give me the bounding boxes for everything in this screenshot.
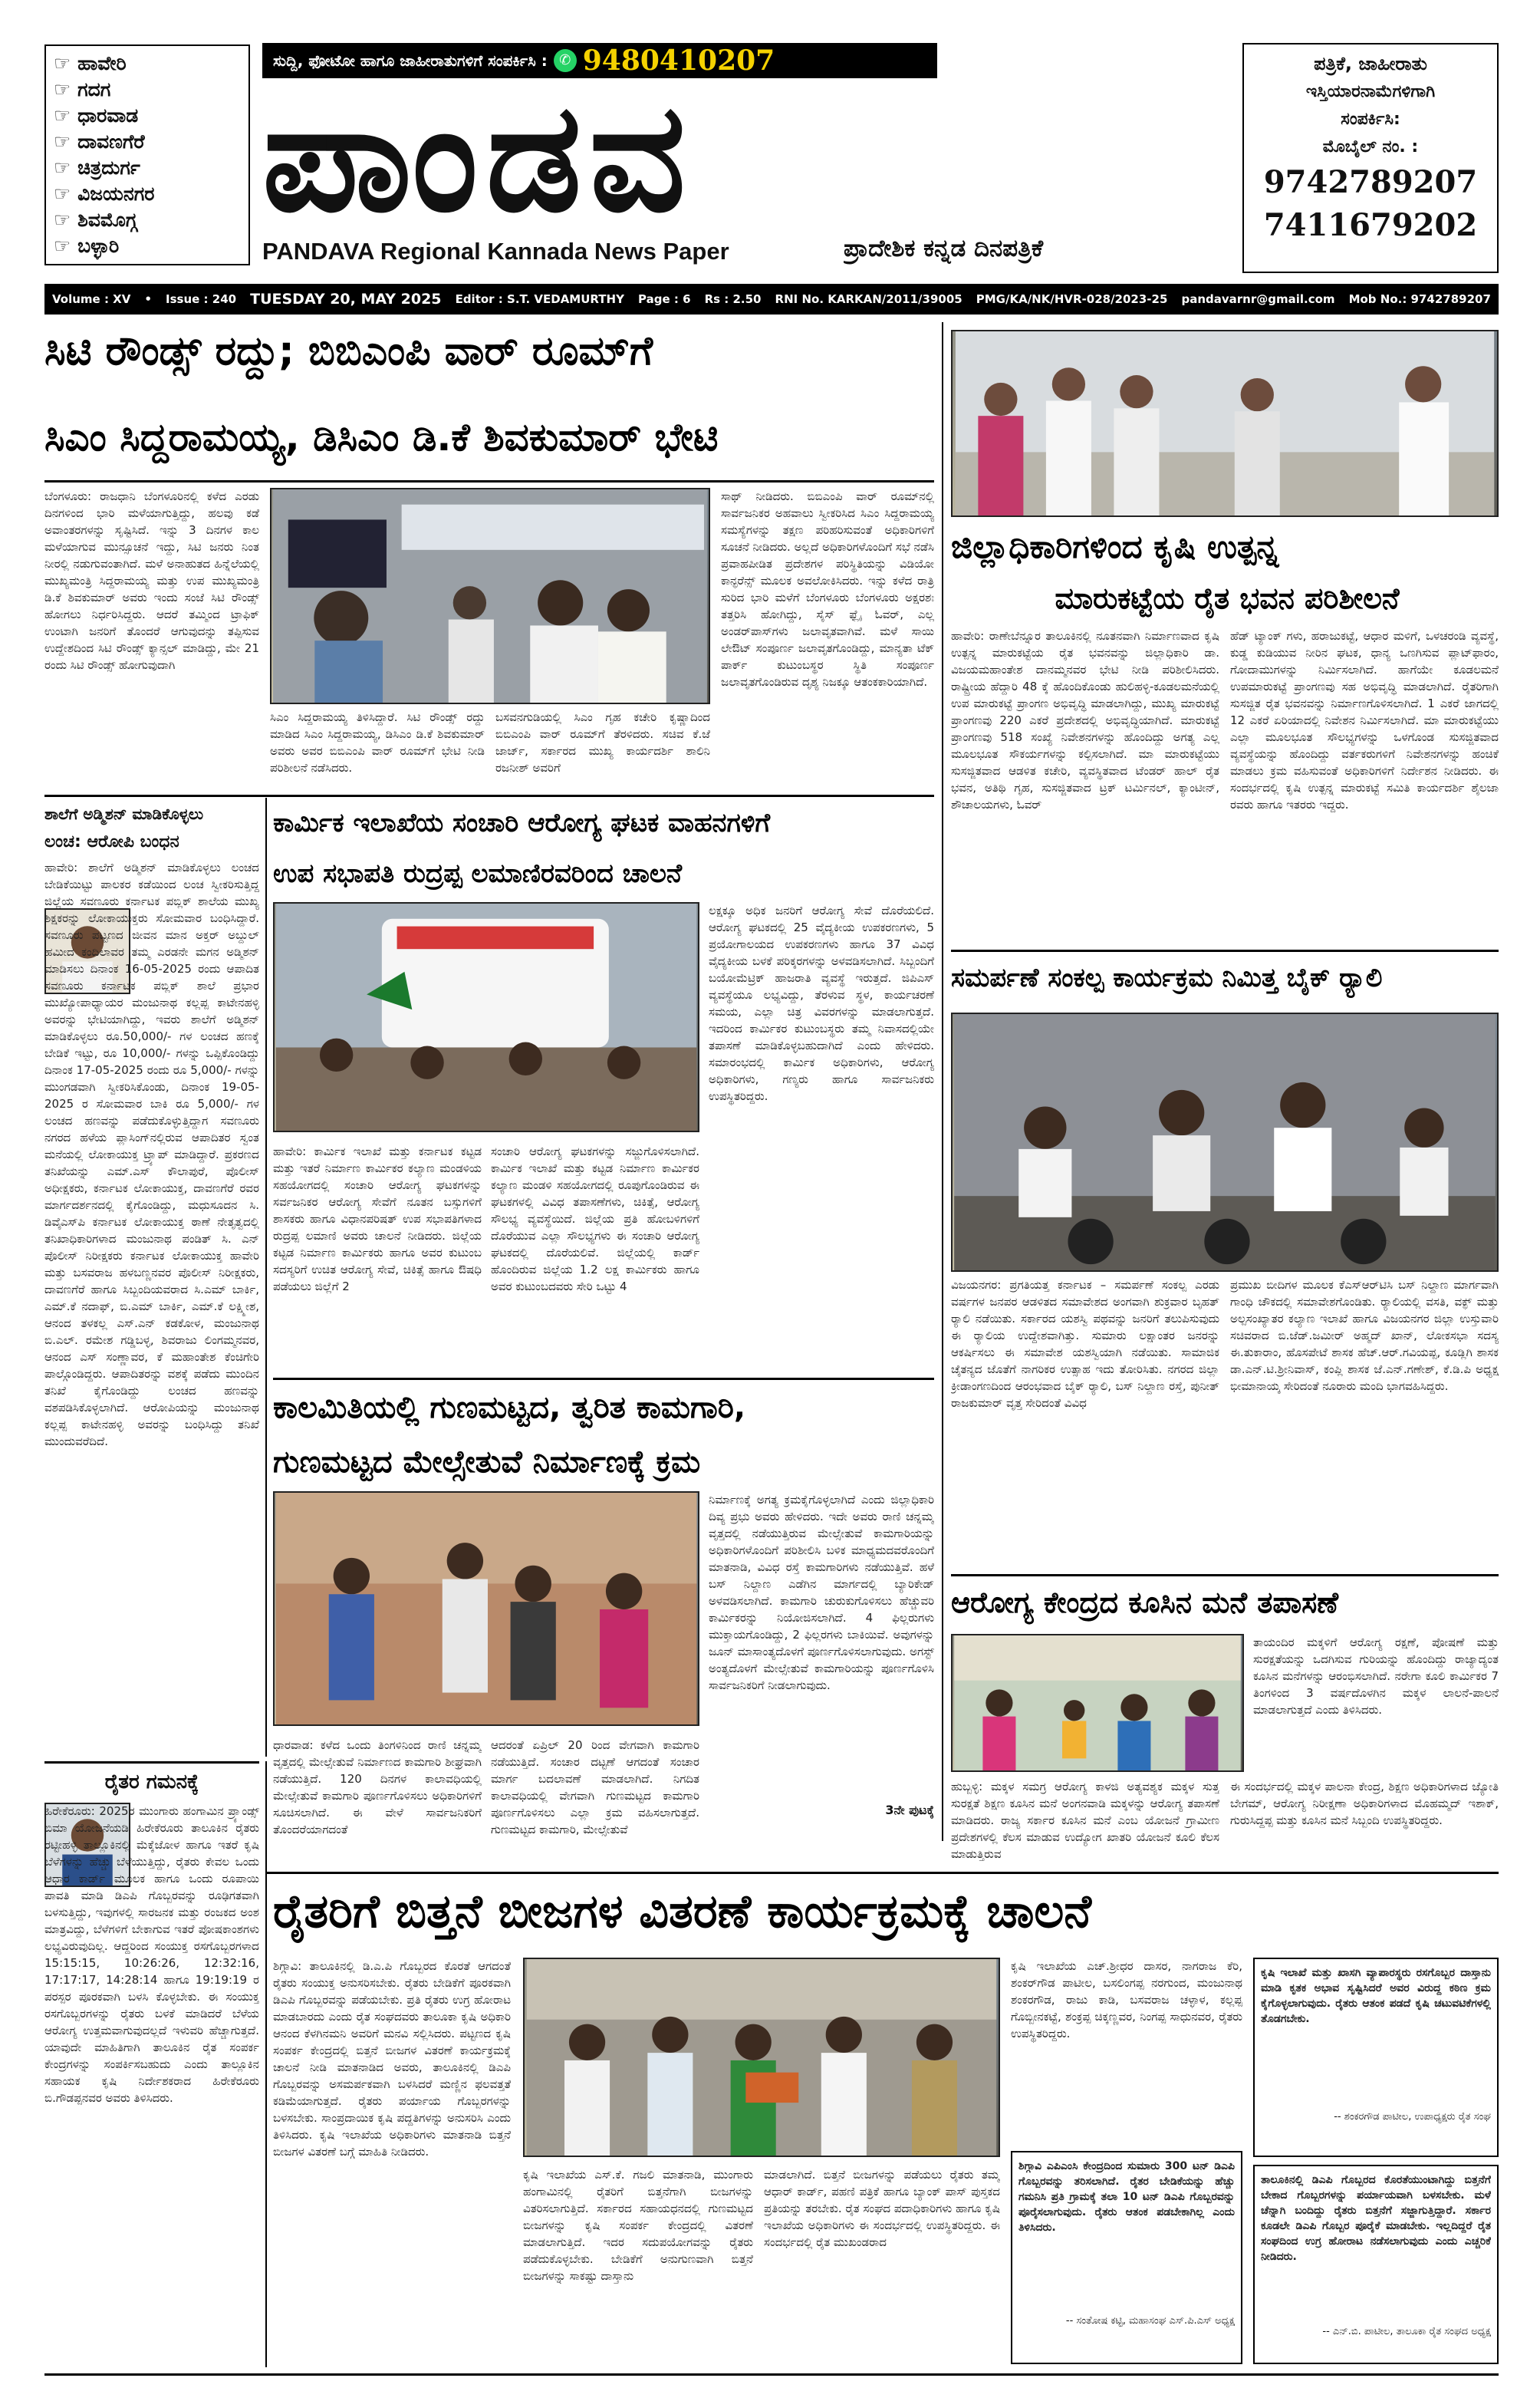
meeting-room-illustration — [271, 489, 709, 703]
ad-phone: 7411679202 — [1263, 207, 1478, 243]
building-inspection-illustration — [953, 331, 1497, 515]
info-bar: Volume : XV • Issue : 240 TUESDAY 20, MAY 2025 Editor : S.T. VEDAMURTHY Page : 6 Rs : 2.50 RNI No. KARKAN/2011/39005 PMG/KA/NK/HVR-028/2023-25 pandavarnr@gmail.com Mob No.: 9742789207 — [44, 284, 1499, 315]
district-item: ☞ ದಾವಣಗೆರೆ — [54, 130, 145, 153]
story5-headline: ಸಮರ್ಪಣೆ ಸಂಕಲ್ಪ ಕಾರ್ಯಕ್ರಮ ನಿಮಿತ್ತ ಬೈಕ್ ರ‍್ಯಾಲಿ — [951, 963, 1383, 993]
story3-body: ಹಾವೇರಿ: ಶಾಲೆಗೆ ಅಡ್ಮಿಶನ್ ಮಾಡಿಕೊಳ್ಳಲು ಲಂಚದ ಬೇಡಿಕೆಯಿಟ್ಟು ಪಾಲಕರ ಕಡೆಯಿಂದ ಲಂಚ ಸ್ವೀಕರಿಸುತ್ತಿದ್ದ ಜಿಲ್ಲೆಯ ಸವಣೂರು ಕರ್ನಾಟಕ ಪಬ್ಲಿಕ್ ಶಾಲೆಯ ಮುಖ್ಯ ಶಿಕ್ಷಕರನ್ನು ಲೋಕಾಯುಕ್ತರು ಸೋಮವಾರ ಬಂಧಿಸಿದ್ದಾರೆ. ಸವಣೂರು ಪಟ್ಟಣದ ಜೀವನ ಮಾನ ಅಕ್ತರ್ ಅಬ್ದುಲ್ ಹಮೀದ ಕಂದಿಲಾವರ ತಮ್ಮ ಎರಡನೇ ಮಗನ ಅಡ್ಮಿಶನ್ ಮಾಡಿಸಲು ದಿನಾಂಕ 16-05-2025 ರಂದು ಆಪಾದಿತ ಸವಣೂರು ಕರ್ನಾಟಕ ಪಬ್ಲಿಕ್ ಶಾಲೆ ಪ್ರಭಾರ ಮುಖ್ಯೋಪಾಧ್ಯಾಯರ ಮಂಜುನಾಥ ಕಲ್ಲಪ್ಪ ಕಾಟೇನಹಳ್ಳಿ ಅವರನ್ನು ಭೇಟಿಯಾಗಿದ್ದು, ಇವರು ಶಾಲೆಗೆ ಅಡ್ಮಿಶನ್ ಮಾಡಿಕೊಳ್ಳಲು ರೂ.50,000/- ಗಳ ಲಂಚದ ಹಣಕ್ಕೆ ಬೇಡಿಕೆ ಇಟ್ಟು, ರೂ 10,000/- ಗಳನ್ನು ಒಪ್ಪಿಕೊಂಡಿದ್ದು ದಿನಾಂಕ 17-05-2025 ರಂದು ರೂ 5,000/- ಗಳನ್ನು ಮುಂಗಡವಾಗಿ ಸ್ವೀಕರಿಸಿಕೊಂಡು, ದಿನಾಂಕ 19-05-2025 ರ ಸೋಮವಾರ ಬಾಕಿ ರೂ 5,000/- ಗಳ ಲಂಚದ ಹಣವನ್ನು ಪಡೆದುಕೊಳ್ಳುತ್ತಿದ್ದಾಗ ಸವಣೂರು ನಗರದ ಹಳೆಯ ಪ್ಲಾಸಿಂಗ್‌ನಲ್ಲಿರುವ ಆಪಾದಿತರ ಸ್ವಂತ ಮನೆಯಲ್ಲಿ ಲೋಕಾಯುಕ್ತ ಟ್ರ್ಯಾಪ್ ಮಾಡಿದ್ದಾರೆ. ಪ್ರಕರಣದ ತನಿಖೆಯನ್ನು ಎಮ್.ಎಸ್ ಕೌಲಾಪುರೆ, ಪೊಲೀಸ್ ಅಧೀಕ್ಷಕರು, ಕರ್ನಾಟಕ ಲೋಕಾಯುಕ್ತ, ದಾವಣಗೆರೆ ರವರ ಮಾರ್ಗದರ್ಶನದಲ್ಲಿ ಕೈಗೊಂಡಿದ್ದು, ಮಧುಸೂದನ ಸಿ. ಡಿವೈಎಸ್‌ಪಿ ಕರ್ನಾಟಕ ಲೋಕಾಯುಕ್ತ ಠಾಣೆ ನೇತೃತ್ವದಲ್ಲಿ ತನಿಖಾಧಿಕಾರಿಗಳಾದ ಮಂಜುನಾಥ ಪಂಡಿತ್ ಸಿ. ಎನ್ ಪೊಲೀಸ್ ನಿರೀಕ್ಷಕರು ಕರ್ನಾಟಕ ಲೋಕಾಯುಕ್ತ ಹಾವೇರಿ ಮತ್ತು ಬಸವರಾಜ ಹಳಬಣ್ಣನವರ ಪೊಲೀಸ್ ನಿರೀಕ್ಷಕರು, ದಾವಣಗೆರೆ ಹಾಗೂ ಸಿಬ್ಬಂದಿಯವರಾದ ಸಿ.ಎಮ್ ಬಾರ್ಕಿ, ಎಮ್.ಕೆ ನದಾಫ್, ಬಿ.ಎಮ್ ಬಾರ್ಕಿ, ಎಮ್.ಕೆ ಲಕ್ಷ್ಮೀಶ, ಆನಂದ ತಳಕಲ್ಲ ಎಸ್.ಎನ್ ಕಡಕೋಳ, ಮಂಜುನಾಥ ಬಿ.ಎಲ್. ರಮೇಶ ಗಡ್ಡಿಬಳ್ಳ, ಶಿವರಾಜು ಲಿಂಗಮ್ಮನವರ, ಆನಂದ ಎಸ್ ಸಂಣ್ಣಾವರ, ಕೆ ಮಹಾಂತೇಶ ಕೆಂಚಿಗೇರಿ ಪಾಲ್ಗೊಂಡಿದ್ದರು. ಆಪಾದಿತರನ್ನು ವಶಕ್ಕೆ ಪಡೆದು ಮುಂದಿನ ತನಿಖೆ ಕೈಗೊಂಡಿದ್ದು ಲಂಚದ ಹಣವನ್ನು ವಶಪಡಿಸಿಕೊಳ್ಳಲಾಗಿದೆ. ಆರೋಪಿಯನ್ನು ಮಂಜುನಾಥ ಕಲ್ಲಪ್ಪ ಕಾಟೇನಹಳ್ಳಿ ಅವರನ್ನು ಬಂಧಿಸಿದ್ದು ತನಿಖೆ ಮುಂದುವರೆದಿದೆ. — [44, 861, 259, 1448]
story9-photo — [523, 1958, 1000, 2157]
district-item: ☞ ಶಿವಮೊಗ್ಗ — [54, 209, 137, 231]
divider — [265, 1872, 1499, 1874]
story7-body-col1: ಹುಬ್ಬಳ್ಳಿ: ಮಕ್ಕಳ ಸಮಗ್ರ ಆರೋಗ್ಯ ಕಾಳಜಿ ಅತ್ಯವಶ್ಯಕ ಮಕ್ಕಳ ಸುತ್ತ ಸುರಕ್ಷತೆ ಶಿಕ್ಷಣ ಕೂಸಿನ ಮನೆ ಅಂಗನವಾಡಿ ಮಕ್ಕಳನ್ನು ಆರೋಗ್ಯ ತಪಾಸಣೆ ಮಾಡಿದರು. ರಾಜ್ಯ ಸರ್ಕಾರ ಕೂಸಿನ ಮನೆ ಎಂಬ ಯೋಜನೆ ಗ್ರಾಮೀಣ ಪ್ರದೇಶಗಳಲ್ಲಿ ಕೆಲಸ ಮಾಡುವ ಉದ್ಯೋಗ ಖಾತರಿ ಯೋಜನೆ ಕೂಲಿ ಕೆಲಸ ಮಾಡುತ್ತಿರುವ — [951, 1780, 1219, 1861]
ambulance-launch-illustration — [275, 904, 698, 1131]
story9-headline: ರೈತರಿಗೆ ಬಿತ್ತನೆ ಬೀಜಗಳ ವಿತರಣೆ ಕಾರ್ಯಕ್ರಮಕ್ಕೆ ಚಾಲನೆ — [273, 1885, 1092, 1938]
masthead-subtitle-kn: ಪ್ರಾದೇಶಿಕ ಕನ್ನಡ ದಿನಪತ್ರಿಕೆ — [844, 235, 1044, 262]
story4-headline-2: ಉಪ ಸಭಾಪತಿ ರುದ್ರಪ್ಪ ಲಮಾಣಿರವರಿಂದ ಚಾಲನೆ — [273, 858, 683, 889]
quote-box-1 — [1011, 2151, 1242, 2364]
masthead-title: ಪಾಂಡವ — [262, 74, 694, 242]
story9-body-col3: ಮಾಡಲಾಗಿದೆ. ಬಿತ್ತನೆ ಬೀಜಗಳನ್ನು ಪಡೆಯಲು ರೈತರು ತಮ್ಮ ಆಧಾರ್ ಕಾರ್ಡ್, ಪಹಣಿ ಪತ್ರಿಕೆ ಹಾಗೂ ಬ್ಯಾಂಕ್ ಪಾಸ್ ಪುಸ್ತಕದ ಪ್ರತಿಯನ್ನು ತರಬೇಕು. ರೈತ ಸಂಘದ ಪದಾಧಿಕಾರಿಗಳು ಹಾಗೂ ಕೃಷಿ ಇಲಾಖೆಯ ಅಧಿಕಾರಿಗಳು ಈ ಸಂದರ್ಭದಲ್ಲಿ ಉಪಸ್ಥಿತರಿದ್ದರು. ಈ ಸಂದರ್ಭದಲ್ಲಿ ರೈತ ಮುಖಂಡರಾದ — [764, 2168, 1000, 2249]
story9-body-col2: ಕೃಷಿ ಇಲಾಖೆಯ ಎಸ್.ಕೆ. ಗಜಲಿ ಮಾತನಾಡಿ, ಮುಂಗಾರು ಹಂಗಾಮಿನಲ್ಲಿ ರೈತರಿಗೆ ಬಿತ್ತನೆಗಾಗಿ ಬೀಜಗಳನ್ನು ವಿತರಿಸಲಾಗುತ್ತಿದೆ. ಸರ್ಕಾರದ ಸಹಾಯಧನದಲ್ಲಿ ಗುಣಮಟ್ಟದ ಬೀಜಗಳನ್ನು ಕೃಷಿ ಸಂಪರ್ಕ ಕೇಂದ್ರದಲ್ಲಿ ವಿತರಣೆ ಮಾಡಲಾಗುತ್ತಿದೆ. ಇದರ ಸದುಪಯೋಗವನ್ನು ರೈತರು ಪಡೆದುಕೊಳ್ಳಬೇಕು. ಬೇಡಿಕೆಗೆ ಅನುಗುಣವಾಗಿ ಬಿತ್ತನೆ ಬೀಜಗಳನ್ನು ಸಾಕಷ್ಟು ದಾಸ್ತಾನು — [523, 2168, 753, 2283]
divider — [44, 795, 934, 797]
district-list — [54, 51, 241, 259]
story7-photo — [951, 1634, 1244, 1772]
editor: Editor : S.T. VEDAMURTHY — [455, 292, 624, 306]
story1-body-col3: ಸಾಥ್ ನೀಡಿದರು. ಬಿಬಿಎಂಪಿ ವಾರ್ ರೂಮ್‌ನಲ್ಲಿ ಸಾರ್ವಜನಿಕರ ಅಹವಾಲು ಸ್ವೀಕರಿಸಿದ ಸಿಎಂ ಸಿದ್ದರಾಮಯ್ಯ ಸಮಸ್ಯೆಗಳನ್ನು ತಕ್ಷಣ ಪರಿಹರಿಸುವಂತೆ ಅಧಿಕಾರಿಗಳಿಗೆ ಸೂಚನೆ ನೀಡಿದರು. ಅಲ್ಲದೆ ಅಧಿಕಾರಿಗಳೊಂದಿಗೆ ಸಭೆ ನಡೆಸಿ ಪ್ರವಾಹಪೀಡಿತ ಪ್ರದೇಶಗಳ ಪರಿಸ್ಥಿತಿಯನ್ನು ವಿಡಿಯೋ ಕಾನ್ಫರೆನ್ಸ್ ಮೂಲಕ ಅವಲೋಕಿಸಿದರು. ಇನ್ನು ಕಳೆದ ರಾತ್ರಿ ಸುರಿದ ಭಾರಿ ಮಳೆಗೆ ಬೆಂಗಳೂರು ಬೆಂಗಳೂರು ಅಕ್ಷರಶಃ ತತ್ತರಿಸಿ ಹೋಗಿದ್ದು, ಸೈಸ್ ಫ್ಲೈ ಓವರ್, ಎಲ್ಲ ಅಂಡರ್‌ಪಾಸ್‌ಗಳು ಜಲಾವೃತವಾಗಿವೆ. ಮಳೆ ಸಾಯಿ ಲೇಔಟ್ ಸಂಪೂರ್ಣ ಜಲಾವೃತಗೊಂಡಿದ್ದು, ಮಾನ್ಯತಾ ಟೆಕ್ ಪಾರ್ಕ್ ಕುಟುಂಬಸ್ಥರ ಸ್ಥಿತಿ ಸಂಪೂರ್ಣ ಜಲಾವೃತಗೊಂಡಿರುವ ದೃಶ್ಯ ನಿಜಕ್ಕೂ ಆತಂಕಕಾರಿಯಾಗಿದೆ. — [721, 489, 934, 689]
quote-text: ಶಿಗ್ಗಾವಿ ಎಪಿಎಂಸಿ ಕೇಂದ್ರದಿಂದ ಸುಮಾರು 300 ಟನ್ ಡಿಎಪಿ ಗೊಬ್ಬರವನ್ನು ತರಿಸಲಾಗಿದೆ. ರೈತರ ಬೇಡಿಕೆಯನ್ನು ಹೆಚ್ಚು ಗಮನಿಸಿ ಪ್ರತಿ ಗ್ರಾಮಕ್ಕೆ ತಲಾ 10 ಟನ್ ಡಿಎಪಿ ಗೊಬ್ಬರವನ್ನು ಪೂರೈಸಲಾಗುವುದು. ರೈತರು ಆತಂಕ ಪಡಬೇಕಾಗಿಲ್ಲ ಎಂದು ತಿಳಿಸಿದರು. — [1018, 2160, 1235, 2234]
story9-body-col4: ಕೃಷಿ ಇಲಾಖೆಯ ಎಚ್.ಶ್ರೀಧರ ದಾಸರ, ನಾಗರಾಜ ಕೆರಿ, ಶಂಕರ್‌ಗೌಡ ಪಾಟೀಲ, ಬಸಲಿಂಗಪ್ಪ ನರಗುಂದ, ಮಂಜುನಾಥ ಶಂಕರಗೌಡ, ರಾಜು ಕಾಡಿ, ಬಸವರಾಜ ಚಳ್ಳಾಳ, ಕಲ್ಲಪ್ಪ ಗೊಬ್ಬೀನಕಟ್ಟೆ, ಶಂಕ್ರಪ್ಪ ಚಿಕ್ಕಣ್ಣವರ, ನಿಂಗಪ್ಪ ಸಾಧುನವರ, ರೈತರು ಉಪಸ್ಥಿತರಿದ್ದರು. — [1011, 1959, 1242, 2040]
story1-photo — [270, 488, 710, 704]
divider — [951, 950, 1499, 952]
divider — [44, 480, 934, 483]
story4-headline-1: ಕಾರ್ಮಿಕ ಇಲಾಖೆಯ ಸಂಚಾರಿ ಆರೋಗ್ಯ ಘಟಕ ವಾಹನಗಳಿಗೆ — [273, 808, 771, 838]
story7-headline: ಆರೋಗ್ಯ ಕೇಂದ್ರದ ಕೂಸಿನ ಮನೆ ತಪಾಸಣೆ — [951, 1586, 1338, 1619]
story1-caption-2: ಬಸವನಗುಡಿಯಲ್ಲಿ ಸಿಎಂ ಗೃಹ ಕಚೇರಿ ಕೃಷ್ಣಾದಿಂದ ಬಿಬಿಎಂಪಿ ವಾರ್ ರೂಮ್‌ಗೆ ತೆರಳಿದರು. ಸಚಿವ ಕೆ.ಜೆ ಜಾರ್ಜ್, ಸರ್ಕಾರದ ಮುಖ್ಯ ಕಾರ್ಯದರ್ಶಿ ಶಾಲಿನಿ ರಜನೀಶ್ ಅವರಿಗೆ — [495, 710, 710, 775]
vertical-divider — [265, 1761, 267, 2367]
vertical-divider — [942, 322, 943, 1841]
story3-headline-2: ಲಂಚ: ಆರೋಪಿ ಬಂಧನ — [44, 832, 179, 851]
story5-body-col2: ಪ್ರಮುಖ ಬೀದಿಗಳ ಮೂಲಕ ಕೆಎಸ್‌ಆರ್‌ಟಿಸಿ ಬಸ್ ನಿಲ್ದಾಣ ಮಾರ್ಗವಾಗಿ ಗಾಂಧಿ ಚೌಕದಲ್ಲಿ ಸಮಾವೇಶಗೊಂಡಿತು. ರ‍್ಯಾಲಿಯಲ್ಲಿ ವಸತಿ, ವಕ್ಫ್ ಮತ್ತು ಅಲ್ಪಸಂಖ್ಯಾತರ ಕಲ್ಯಾಣ ಇಲಾಖೆ ಹಾಗೂ ವಿಜಯನಗರ ಜಿಲ್ಲಾ ಉಸ್ತುವಾರಿ ಸಚಿವರಾದ ಬಿ.ಜೆಡ್.ಜಮೀರ್ ಅಹ್ಮದ್ ಖಾನ್, ಲೋಕಸಭಾ ಸದಸ್ಯ ಈ.ತುಕಾರಾಂ, ಹೊಸಪೇಟೆ ಶಾಸಕ ಹೆಚ್.ಆರ್.ಗವಿಯಪ್ಪ, ಕೂಡ್ಲಿಗಿ ಶಾಸಕ ಡಾ.ಎನ್.ಟಿ.ಶ್ರೀನಿವಾಸ್, ಕಂಪ್ಲಿ ಶಾಸಕ ಜೆ.ಎನ್.ಗಣೇಶ್, ಕೆ.ಡಿ.ಪಿ ಅಧ್ಯಕ್ಷ ಭೀಮಾನಾಯ್ಕ ಸೇರಿದಂತೆ ನೂರಾರು ಮಂದಿ ಭಾಗವಹಿಸಿದ್ದರು. — [1230, 1278, 1499, 1393]
whatsapp-number: 9480410207 — [582, 44, 775, 77]
district-item: ☞ ಧಾರವಾಡ — [54, 104, 139, 127]
email: pandavarnr@gmail.com — [1181, 292, 1335, 306]
vertical-divider — [265, 798, 267, 1757]
divider — [951, 1574, 1499, 1576]
story5-photo — [951, 1013, 1499, 1272]
volume: Volume : XV — [52, 292, 131, 306]
district-item: ☞ ವಿಜಯನಗರ — [54, 183, 155, 205]
ad-contact-box — [1242, 43, 1499, 273]
mobile: Mob No.: 9742789207 — [1348, 292, 1491, 306]
pointing-hand-icon: ☞ — [54, 130, 78, 153]
quote-box-2 — [1253, 1958, 1499, 2157]
story6-headline-2: ಗುಣಮಟ್ಟದ ಮೇಲ್ಸೇತುವೆ ನಿರ್ಮಾಣಕ್ಕೆ ಕ್ರಮ — [273, 1444, 701, 1480]
health-check-illustration — [953, 1635, 1242, 1770]
district-item: ☞ ಚಿತ್ರದುರ್ಗ — [54, 156, 140, 179]
contact-line: ಸುದ್ದಿ, ಫೋಟೋ ಹಾಗೂ ಜಾಹೀರಾತುಗಳಿಗೆ ಸಂಪರ್ಕಿಸಿ : — [273, 51, 548, 70]
page-count: Page : 6 — [638, 292, 691, 306]
story4-photo — [273, 902, 699, 1132]
story9-body-col1: ಶಿಗ್ಗಾವಿ: ತಾಲೂಕಿನಲ್ಲಿ ಡಿ.ಎ.ಪಿ ಗೊಬ್ಬರದ ಕೊರತೆ ಆಗದಂತೆ ರೈತರು ಸಂಯುಕ್ತ ಅನುಸರಿಸಬೇಕು. ರೈತರು ಬೇಡಿಕೆಗೆ ಪೂರಕವಾಗಿ ಡಿಎಪಿ ಗೊಬ್ಬರವನ್ನು ಪಡೆಯಬೇಕು. ಪ್ರತಿ ರೈತರು ಉಗ್ರ ಹೋರಾಟ ಮಾಡಬಾರದು ಎಂದು ರೈತ ಸಂಘದವರು ತಾಲೂಕಾ ಕೃಷಿ ಅಧಿಕಾರಿ ಆನಂದ ಕೆಳಗಿನಮನಿ ಅವರಿಗೆ ಮನವಿ ಸಲ್ಲಿಸಿದರು. ಪಟ್ಟಣದ ಕೃಷಿ ಸಂಪರ್ಕ ಕೇಂದ್ರದಲ್ಲಿ ಬಿತ್ತನೆ ಬೀಜಗಳ ವಿತರಣೆ ಕಾರ್ಯಕ್ರಮಕ್ಕೆ ಚಾಲನೆ ನೀಡಿ ಮಾತನಾಡಿದ ಅವರು, ತಾಲೂಕಿನಲ್ಲಿ ಡಿಎಪಿ ಗೊಬ್ಬರವನ್ನು ಅಸಮರ್ಪಕವಾಗಿ ಬಳಸಿದರೆ ಮಣ್ಣಿನ ಫಲವತ್ತತೆ ಕಡಿಮೆಯಾಗುತ್ತದೆ. ರೈತರು ಪರ್ಯಾಯ ಗೊಬ್ಬರಗಳನ್ನು ಬಳಸಬೇಕು. ಸಾಂಪ್ರದಾಯಿಕ ಕೃಷಿ ಪದ್ದತಿಗಳನ್ನು ಅನುಸರಿಸಿ ಎಂದು ತಿಳಿಸಿದರು. ಕೃಷಿ ಇಲಾಖೆಯ ಅಧಿಕಾರಿಗಳು ಮಾತನಾಡಿ ಬಿತ್ತನೆ ಬೀಜಗಳ ವಿತರಣೆ ಬಗ್ಗೆ ಮಾಹಿತಿ ನೀಡಿದರು. — [273, 1959, 511, 2159]
price: Rs : 2.50 — [704, 292, 762, 306]
pointing-hand-icon: ☞ — [54, 183, 78, 205]
story3-headline-1: ಶಾಲೆಗೆ ಅಡ್ಮಿಶನ್ ಮಾಡಿಕೊಳ್ಳಲು — [44, 805, 204, 823]
issue: Issue : 240 — [166, 292, 237, 306]
story7-body-side: ತಾಯಂದಿರ ಮಕ್ಕಳಿಗೆ ಆರೋಗ್ಯ ರಕ್ಷಣೆ, ಪೋಷಣೆ ಮತ್ತು ಸುರಕ್ಷತೆಯನ್ನು ಒದಗಿಸುವ ಗುರಿಯನ್ನು ಹೊಂದಿದ್ದು ರಾಜ್ಯಾದ್ಯಂತ ಕೂಸಿನ ಮನೆಗಳನ್ನು ಆರಂಭಿಸಲಾಗಿದೆ. ನರೇಗಾ ಕೂಲಿ ಕಾರ್ಮಿಕರ 7 ತಿಂಗಳಿಂದ 3 ವರ್ಷದೊಳಗಿನ ಮಕ್ಕಳ ಲಾಲನೆ-ಪಾಲನೆ ಮಾಡಲಾಗುತ್ತದೆ ಎಂದು ತಿಳಿಸಿದರು. — [1253, 1635, 1499, 1717]
story5-body-col1: ವಿಜಯನಗರ: ಪ್ರಗತಿಯತ್ತ ಕರ್ನಾಟಕ – ಸಮರ್ಪಣೆ ಸಂಕಲ್ಪ ಎರಡು ವರ್ಷಗಳ ಜನಪರ ಆಡಳಿತದ ಸಮಾವೇಶದ ಅಂಗವಾಗಿ ಶುಕ್ರವಾರ ಬೃಹತ್ ರ‍್ಯಾಲಿ ನಡೆಯಿತು. ಸರ್ಕಾರದ ಯಶಸ್ವಿ ಪಥವನ್ನು ಜನರಿಗೆ ತಲುಪಿಸುವುದು ಈ ರ‍್ಯಾಲಿಯ ಉದ್ದೇಶವಾಗಿತ್ತು. ಸುಮಾರು ಲಕ್ಷಾಂತರ ಜನರನ್ನು ಆಕರ್ಷಿಸಲು ಈ ಸಮಾವೇಶ ಯಶಸ್ವಿಯಾಗಿ ನಡೆಯಿತು. ಸಾಮಾಜಿಕ ಚೈತನ್ಯದ ಜೊತೆಗೆ ನಾಗರಿಕರ ಉತ್ಸಾಹ ಇದು ತೋರಿಸಿತು. ನಗರದ ಜಿಲ್ಲಾ ಕ್ರೀಡಾಂಗಣದಿಂದ ಆರಂಭವಾದ ಬೈಕ್ ರ‍್ಯಾಲಿ, ಬಸ್ ನಿಲ್ದಾಣ ರಸ್ತೆ, ಪುನೀತ್ ರಾಜಕುಮಾರ್ ವೃತ್ತ ಸೇರಿದಂತೆ ವಿವಿಧ — [951, 1278, 1219, 1410]
pointing-hand-icon: ☞ — [54, 52, 78, 74]
pointing-hand-icon: ☞ — [54, 235, 78, 257]
story2-headline-1: ಜಿಲ್ಲಾಧಿಕಾರಿಗಳಿಂದ ಕೃಷಿ ಉತ್ಪನ್ನ — [951, 528, 1279, 565]
ad-line: ಮೊಬೈಲ್ ನಂ. : — [1322, 137, 1419, 156]
pointing-hand-icon: ☞ — [54, 78, 78, 100]
pointing-hand-icon: ☞ — [54, 209, 78, 231]
quote-signature: -- ಶಂಕರಗೌಡ ಪಾಟೀಲ, ಉಪಾಧ್ಯಕ್ಷರು ರೈತ ಸಂಘ — [1334, 2111, 1491, 2123]
story1-body-col1: ಬೆಂಗಳೂರು: ರಾಜಧಾನಿ ಬೆಂಗಳೂರಿನಲ್ಲಿ ಕಳೆದ ಎರಡು ದಿನಗಳಿಂದ ಭಾರಿ ಮಳೆಯಾಗುತ್ತಿದ್ದು, ಹಲವು ಕಡೆ ಅವಾಂತರಗಳನ್ನು ಸೃಷ್ಟಿಸಿದೆ. ಇನ್ನು 3 ದಿನಗಳ ಕಾಲ ಮಳೆಯಾಗುವ ಮುನ್ಸೂಚನೆ ಇದ್ದು, ಸಿಟಿ ಜನರು ನಿಂತ ನೀರಲ್ಲಿ ನಡುಗುವಂತಾಗಿದೆ. ಮಳೆ ಅನಾಹುತದ ಹಿನ್ನೆಲೆಯಲ್ಲಿ ಮುಖ್ಯಮಂತ್ರಿ ಸಿದ್ದರಾಮಯ್ಯ ಮತ್ತು ಉಪ ಮುಖ್ಯಮಂತ್ರಿ ಡಿ.ಕೆ ಶಿವಕುಮಾರ್ ಅವರು ಇಂದು ಸಂಜೆ ಸಿಟಿ ರೌಂಡ್ಸ್ ಹೋಗಲು ನಿರ್ಧರಿಸಿದ್ದರು. ಆದರೆ ತಮ್ಮಿಂದ ಟ್ರಾಫಿಕ್ ಉಂಟಾಗಿ ಜನರಿಗೆ ತೊಂದರೆ ಆಗುವುದನ್ನು ತಪ್ಪಿಸುವ ಉದ್ದೇಶದಿಂದ ಸಿಟಿ ರೌಂಡ್ಸ್ ಕ್ಯಾನ್ಸಲ್ ಮಾಡಿದ್ದು, ಮೇ 21 ರಂದು ಸಿಟಿ ರೌಂಡ್ಸ್ ಹೋಗುವುದಾಗಿ — [44, 489, 259, 672]
divider — [44, 1761, 259, 1764]
story6-body-col1: ಧಾರವಾಡ: ಕಳೆದ ಒಂದು ತಿಂಗಳಿನಿಂದ ರಾಣಿ ಚನ್ನಮ್ಮ ವೃತ್ತದಲ್ಲಿ ಮೇಲ್ಸೇತುವೆ ನಿರ್ಮಾಣದ ಕಾಮಗಾರಿ ಶೀಘ್ರವಾಗಿ ನಡೆಯುತ್ತಿದೆ. 120 ದಿನಗಳ ಕಾಲಾವಧಿಯಲ್ಲಿ ಮೇಲ್ಸೇತುವೆ ಕಾಮಗಾರಿ ಪೂರ್ಣಗೊಳಿಸಲು ಅಧಿಕಾರಿಗಳಿಗೆ ಸೂಚಿಸಲಾಗಿದೆ. ಈ ವೇಳೆ ಸಾರ್ವಜನಿಕರಿಗೆ ತೊಂದರೆಯಾಗದಂತೆ — [273, 1738, 482, 1836]
district-list-box — [44, 44, 250, 265]
quote-box-3 — [1253, 2165, 1499, 2364]
story8-headline: ರೈತರ ಗಮನಕ್ಕೆ — [104, 1770, 199, 1793]
masthead-subtitle-en: PANDAVA Regional Kannada News Paper — [262, 238, 729, 265]
ad-line: ಪತ್ರಿಕೆ, ಜಾಹೀರಾತು — [1314, 53, 1427, 74]
quote-signature: -- ಎನ್.ಬಿ. ಪಾಟೀಲ, ತಾಲೂಕಾ ರೈತ ಸಂಘದ ಅಧ್ಯಕ್ಷ — [1322, 2326, 1491, 2337]
story1-caption: ಸಿಎಂ ಸಿದ್ದರಾಮಯ್ಯ ತಿಳಿಸಿದ್ದಾರೆ. ಸಿಟಿ ರೌಂಡ್ಸ್ ರದ್ದು ಮಾಡಿದ ಸಿಎಂ ಸಿದ್ದರಾಮಯ್ಯ, ಡಿಸಿಎಂ ಡಿ.ಕೆ ಶಿವಕುಮಾರ್ ಅವರು ಅವರ ಬಿಬಿಎಂಪಿ ವಾರ್ ರೂಮ್‌ಗೆ ಭೇಟಿ ನೀಡಿ ಪರಿಶೀಲನೆ ನಡೆಸಿದರು. — [270, 710, 485, 775]
story2-photo — [951, 330, 1499, 517]
pmg-number: PMG/KA/NK/HVR-028/2023-25 — [976, 292, 1168, 306]
story2-body-col2: ಹೆಡ್ ಟ್ಯಾಂಕ್ ಗಳು, ಹರಾಜುಕಟ್ಟೆ, ಆಧಾರ ಮಳಿಗೆ, ಒಳಚರಂಡಿ ವ್ಯವಸ್ಥೆ, ಕುಡ್ಡ ಕುಡಿಯುವ ನೀರಿನ ಘಟಕ, ಧಾನ್ಯ ಒಣಗಿಸುವ ಪ್ಲಾಟ್‌ಫಾರಂ, ಗೋದಾಮುಗಳನ್ನು ನಿರ್ಮಿಸಲಾಗಿದೆ. ಹಾಗೆಯೇ ಕೂಡಲಮನೆ ಉಪಮಾರುಕಟ್ಟೆ ಪ್ರಾಂಗಣವು ಸಹ ಅಭಿವೃದ್ಧಿ ಮಾಡಲಾಗಿದೆ. ರೈತರಿಗಾಗಿ ಸುಸಜ್ಜಿತ ರೈತ ಭವನವನ್ನು ನಿರ್ಮಾಣಗೊಳಿಸಲಾಗಿದೆ. 1 ಎಕರೆ ಜಾಗದಲ್ಲಿ 12 ಎಕರೆ ಏರಿಯಾದಲ್ಲಿ ನಿವೇಶನ ನಿರ್ಮಿಸಲಾಗಿದೆ. ಮಾ ಮಾರುಕಟ್ಟೆಯು ಎಲ್ಲಾ ಮೂಲಭೂತ ಸೌಲಭ್ಯಗಳನ್ನು ಒಳಗೊಂಡ ಸುಸಜ್ಜಿತವಾದ ವ್ಯವಸ್ಥೆಯನ್ನು ಹೊಂದಿದ್ದು ವರ್ತಕರುಗಳಿಗೆ ನಿವೇಶನಗಳನ್ನು ಹಂಚಿಕೆ ಮಾಡಲು ಕ್ರಮ ವಹಿಸುವಂತೆ ಅಧಿಕಾರಿಗಳಿಗೆ ನಿರ್ದೇಶನ ನೀಡಿದರು. ಈ ಸಂದರ್ಭದಲ್ಲಿ ಕೃಷಿ ಉತ್ಪನ್ನ ಮಾರುಕಟ್ಟೆ ಸಮಿತಿ ಕಾರ್ಯದರ್ಶಿ ಶೈಲಜಾ ರವರು ಹಾಗೂ ಇತರರು ಇದ್ದರು. — [1230, 629, 1499, 812]
story4-body-col1: ಹಾವೇರಿ: ಕಾರ್ಮಿಕ ಇಲಾಖೆ ಮತ್ತು ಕರ್ನಾಟಕ ಕಟ್ಟಡ ಮತ್ತು ಇತರೆ ನಿರ್ಮಾಣ ಕಾರ್ಮಿಕರ ಕಲ್ಯಾಣ ಮಂಡಳಿಯ ಸಹಯೋಗದಲ್ಲಿ ಸಂಚಾರಿ ಆರೋಗ್ಯ ಘಟಕಗಳನ್ನು ಸರ್ವಜನಿಕರ ಆರೋಗ್ಯ ಸೇವೆಗೆ ನೂತನ ಬಸ್ಸುಗಳಿಗೆ ಶಾಸಕರು ಹಾಗೂ ವಿಧಾನಪರಿಷತ್ ಉಪ ಸಭಾಪತಿಗಳಾದ ರುದ್ರಪ್ಪ ಲಮಾಣಿ ಅವರು ಚಾಲನೆ ನೀಡಿದರು. ಜಿಲ್ಲೆಯ ಕಟ್ಟಡ ನಿರ್ಮಾಣ ಕಾರ್ಮಿಕರು ಹಾಗೂ ಅವರ ಕುಟುಂಬ ಸದಸ್ಯರಿಗೆ ಉಚಿತ ಆರೋಗ್ಯ ಸೇವೆ, ಚಿಕಿತ್ಸೆ ಹಾಗೂ ಔಷಧಿ ಪಡೆಯಲು ಜಿಲ್ಲೆಗೆ 2 — [273, 1145, 482, 1293]
story6-photo — [273, 1491, 699, 1726]
quote-text: ತಾಲೂಕಿನಲ್ಲಿ ಡಿಎಪಿ ಗೊಬ್ಬರದ ಕೊರತೆಯುಂಟಾಗಿದ್ದು ಬಿತ್ತನೆಗೆ ಬೇಕಾದ ಗೊಬ್ಬರಗಳನ್ನು ಪರ್ಯಾಯವಾಗಿ ಬಳಸಬೇಕು. ಮಳೆ ಚೆನ್ನಾಗಿ ಬಂದಿದ್ದು ರೈತರು ಬಿತ್ತನೆಗೆ ಸಜ್ಜಾಗುತ್ತಿದ್ದಾರೆ. ಸರ್ಕಾರ ಕೂಡಲೇ ಡಿಎಪಿ ಗೊಬ್ಬರ ಪೂರೈಕೆ ಮಾಡಬೇಕು. ಇಲ್ಲದಿದ್ದರೆ ರೈತ ಸಂಘದಿಂದ ಉಗ್ರ ಹೋರಾಟ ನಡೆಸಲಾಗುವುದು ಎಂದು ಎಚ್ಚರಿಕೆ ನೀಡಿದರು. — [1261, 2174, 1491, 2263]
ad-phone: 9742789207 — [1263, 164, 1478, 200]
whatsapp-icon: ✆ — [554, 49, 577, 72]
bottom-rule — [44, 2373, 1499, 2376]
construction-site-illustration — [275, 1493, 698, 1724]
rni-number: RNI No. KARKAN/2011/39005 — [775, 292, 962, 306]
story2-headline-2: ಮಾರುಕಟ್ಟೆಯ ರೈತ ಭವನ ಪರಿಶೀಲನೆ — [1055, 581, 1400, 615]
story6-continued-label: 3ನೇ ಪುಟಕ್ಕೆ — [885, 1803, 934, 1817]
pointing-hand-icon: ☞ — [54, 156, 78, 179]
story6-body-col2: ಆದರಂತೆ ಏಪ್ರಿಲ್ 20 ರಿಂದ ವೇಗವಾಗಿ ಕಾಮಗಾರಿ ನಡೆಯುತ್ತಿದೆ. ಸಂಚಾರ ದಟ್ಟಣೆ ಆಗದಂತೆ ಸಂಚಾರ ಮಾರ್ಗ ಬದಲಾವಣೆ ಮಾಡಲಾಗಿದೆ. ನಿಗದಿತ ಕಾಲಾವಧಿಯಲ್ಲಿ ವೇಗವಾಗಿ ಗುಣಮಟ್ಟದ ಕಾಮಗಾರಿ ಪೂರ್ಣಗೊಳಿಸಲು ಎಲ್ಲಾ ಕ್ರಮ ವಹಿಸಲಾಗುತ್ತದೆ. ಗುಣಮಟ್ಟದ ಕಾಮಗಾರಿ, ಮೇಲ್ಸೇತುವೆ — [491, 1738, 699, 1836]
story4-body-side: ಲಕ್ಷಕ್ಕೂ ಅಧಿಕ ಜನರಿಗೆ ಆರೋಗ್ಯ ಸೇವೆ ದೊರೆಯಲಿದೆ. ಆರೋಗ್ಯ ಘಟಕದಲ್ಲಿ 25 ವೈದ್ಯಕೀಯ ಉಪಕರಣಗಳು, 5 ಪ್ರಯೋಗಾಲಯದ ಉಪಕರಣಗಳು ಹಾಗೂ 37 ವಿವಿಧ ವೈದ್ಯಕೀಯ ಬಳಕೆ ಪರಿಕ್ಕರಗಳನ್ನು ಅಳವಡಿಸಲಾಗಿದೆ. ಸಿಬ್ಬಂದಿಗೆ ಬಯೋಮೆಟ್ರಿಕ್ ಹಾಜರಾತಿ ವ್ಯವಸ್ಥೆ ಇರುತ್ತದೆ. ಜಿಪಿಎಸ್ ವ್ಯವಸ್ಥೆಯೂ ಲಭ್ಯವಿದ್ದು, ತೆರಳುವ ಸ್ಥಳ, ಕಾರ್ಯಚರಣೆ ಸಮಯ, ಎಲ್ಲಾ ಚಿತ್ರ ವಿವರಗಳನ್ನು ಮಾಡಲಾಗುತ್ತದೆ. ಇದರಿಂದ ಕಾರ್ಮಿಕರ ಕುಟುಂಬಸ್ಥರು ತಮ್ಮ ನಿವಾಸದಲ್ಲಿಯೇ ತಪಾಸಣೆ ಮಾಡಿಕೊಳ್ಳಬಹುದಾಗಿದೆ ಎಂದು ಹೇಳಿದರು. ಸಮಾರಂಭದಲ್ಲಿ ಕಾರ್ಮಿಕ ಅಧಿಕಾರಿಗಳು, ಆರೋಗ್ಯ ಅಧಿಕಾರಿಗಳು, ಗಣ್ಯರು ಹಾಗೂ ಸಾರ್ವಜನಿಕರು ಉಪಸ್ಥಿತರಿದ್ದರು. — [709, 904, 934, 1103]
story8-body: ಹಿರೇಕೆರೂರು: 2025ರ ಮುಂಗಾರು ಹಂಗಾಮಿನ ಪ್ರ್ಯಾಂಡ್ಸ್‌ ಬಿಮಾ ಯೋಜನೆಯಡಿ ಹಿರೇಕೆರೂರು ತಾಲೂಕಿನ ರೈತರು ರಟ್ಟೀಹಳ್ಳಿ ತಾಲ್ಲೂಕಿನಲ್ಲಿ ಮೆಕ್ಕೆಜೋಳ ಹಾಗೂ ಇತರೆ ಕೃಷಿ ಬೆಳೆಗಳನ್ನು ಹೆಚ್ಚು ಬೆಳೆಯುತ್ತಿದ್ದು, ರೈತರು ಕೇವಲ ಒಂದು ಆಧಾರ ಕಾರ್ಡ್ ಮೂಲಕ ಹಾಗೂ ಒಂದು ರೂಪಾಯಿ ಪಾವತಿ ಮಾಡಿ ಡಿಎಪಿ ಗೊಬ್ಬರವನ್ನು ರೂಢಿಗತವಾಗಿ ಬಳಸುತ್ತಿದ್ದು, ಇವುಗಳಲ್ಲಿ ಸಾರಜನಕ ಮತ್ತು ರಂಜಕದ ಅಂಶ ಮಾತ್ರವಿದ್ದು, ಬೆಳೆಗಳಿಗೆ ಬೇಕಾಗುವ ಇತರೆ ಪೋಷಕಾಂಶಗಳು ಲಭ್ಯವಿರುವುದಿಲ್ಲ. ಆದ್ದರಿಂದ ಸಂಯುಕ್ತ ರಸಗೊಬ್ಬರಗಳಾದ 15:15:15, 10:26:26, 12:32:16, 17:17:17, 14:28:14 ಹಾಗೂ 19:19:19 ರ ಪರಸ್ಪರ ಪೂರಕವಾಗಿ ಬಳಸಿ ಕೊಳ್ಳಬೇಕು. ಈ ಸಂಯುಕ್ತ ರಸಗೊಬ್ಬರಗಳನ್ನು ರೈತರು ಬಳಕೆ ಮಾಡಿದರೆ ಬೆಳೆಯ ಆರೋಗ್ಯ ಉತ್ತಮವಾಗುವುದಲ್ಲದೆ ಇಳುವರಿ ಹೆಚ್ಚಾಗುತ್ತದೆ. ಯಾವುದೇ ಮಾಹಿತಿಗಾಗಿ ತಾಲೂಕಿನ ರೈತ ಸಂಪರ್ಕ ಕೇಂದ್ರಗಳನ್ನು ಸಂಪರ್ಕಿಸಬಹುದು ಎಂದು ತಾಲ್ಲೂಕಿನ ಸಹಾಯಕ ಕೃಷಿ ನಿರ್ದೇಶಕರಾದ ಹಿರೇಕೆರೂರು ಬಿ.ಗೌಡಪ್ಪನವರ ಅವರು ತಿಳಿಸಿದರು. — [44, 1804, 259, 2105]
quote-text: ಕೃಷಿ ಇಲಾಖೆ ಮತ್ತು ಖಾಸಗಿ ವ್ಯಾಪಾರಸ್ಥರು ರಸಗೊಬ್ಬರ ದಾಸ್ತಾನು ಮಾಡಿ ಕೃತಕ ಅಭಾವ ಸೃಷ್ಟಿಸಿದರೆ ಅವರ ವಿರುದ್ದ ಕಠಿಣ ಕ್ರಮ ಕೈಗೊಳ್ಳಲಾಗುವುದು. ರೈತರು ಆತಂಕ ಪಡದೆ ಕೃಷಿ ಚಟುವಟಿಕೆಗಳಲ್ಲಿ ತೊಡಗಬೇಕು. — [1261, 1967, 1491, 2025]
story1-headline-2: ಸಿಎಂ ಸಿದ್ದರಾಮಯ್ಯ, ಡಿಸಿಎಂ ಡಿ.ಕೆ ಶಿವಕುಮಾರ್ ಭೇಟಿ — [44, 415, 719, 459]
seed-distribution-illustration — [525, 1959, 999, 2156]
ad-line: ಇಸ್ತಿಯಾರನಾಮೆಗಳಿಗಾಗಿ — [1305, 82, 1436, 101]
district-item: ☞ ಬಳ್ಳಾರಿ — [54, 235, 120, 257]
story1-headline-1: ಸಿಟಿ ರೌಂಡ್ಸ್ ರದ್ದು; ಬಿಬಿಎಂಪಿ ವಾರ್ ರೂಮ್‌ಗೆ — [44, 328, 653, 374]
story7-body-col2: ಈ ಸಂದರ್ಭದಲ್ಲಿ ಮಕ್ಕಳ ಪಾಲನಾ ಕೇಂದ್ರ, ಶಿಕ್ಷಣ ಅಧಿಕಾರಿಗಳಾದ ಜ್ಯೋತಿ ಬೇಗಮ್, ಆರೋಗ್ಯ ನಿರೀಕ್ಷಣಾ ಅಧಿಕಾರಿಗಳಾದ ಮೊಹಮ್ಮದ್ ಇಶಾಕ್, ಗುರುಸಿದ್ದಪ್ಪ ಮತ್ತು ಕೂಸಿನ ಮನೆ ಸಿಬ್ಬಂದಿ ಉಪಸ್ಥಿತರಿದ್ದರು. — [1230, 1780, 1499, 1827]
quote-signature: -- ಸಂತೋಷ ಕಟ್ಟಿ, ಮಹಾಸಂಘ ಎಸ್.ಪಿ.ಎಸ್ ಅಧ್ಯಕ್ಷ — [1065, 2315, 1235, 2327]
district-item: ☞ ಹಾವೇರಿ — [54, 52, 127, 74]
story6-body-side: ನಿರ್ಮಾಣಕ್ಕೆ ಅಗತ್ಯ ಕ್ರಮಕೈಗೊಳ್ಳಲಾಗಿದೆ ಎಂದು ಜಿಲ್ಲಾಧಿಕಾರಿ ದಿವ್ಯ ಪ್ರಭು ಅವರು ಹೇಳಿದರು. ಇದೇ ಅವರು ರಾಣಿ ಚನ್ನಮ್ಮ ವೃತ್ತದಲ್ಲಿ ನಡೆಯುತ್ತಿರುವ ಮೇಲ್ಸೇತುವೆ ಕಾಮಗಾರಿಯನ್ನು ಅಧಿಕಾರಿಗಳೊಂದಿಗೆ ಪರಿಶೀಲಿಸಿ ಬಳಿಕ ಮಾಧ್ಯಮದವರೊಂದಿಗೆ ಮಾತನಾಡಿ, ವಿವಿಧ ರಸ್ತೆ ಕಾಮಗಾರಿಗಳು ನಡೆಯುತ್ತಿವೆ. ಹಳೆ ಬಸ್ ನಿಲ್ದಾಣ ಎಡೆಗಿನ ಮಾರ್ಗದಲ್ಲಿ ಬ್ಯಾರಿಕೇಡ್ ಅಳವಡಿಸಲಾಗಿದೆ. ಕಾಮಗಾರಿ ಚುರುಕುಗೊಳಿಸಲು ಹೆಚ್ಚುವರಿ ಕಾರ್ಮಿಕರನ್ನು ನಿಯೋಜಿಸಲಾಗಿದೆ. 4 ಫಿಲ್ಲರುಗಳು ಮುಕ್ತಾಯಗೊಂಡಿದ್ದು, 2 ಫಿಲ್ಲರಗಳು ಬಾಕಿಯಿವೆ. ಅವುಗಳನ್ನು ಜೂನ್‌ ಮಾಸಾಂತ್ಯದೊಳಗೆ ಪೂರ್ಣಗೊಳಿಸಲಾಗುವುದು. ಅಗಸ್ಟ್ ಅಂತ್ಯದೊಳಗೆ ಮೇಲ್ಸೇತುವೆ ಕಾಮಗಾರಿಯನ್ನು ಪೂರ್ಣಗೊಳಿಸಿ ಸಾರ್ವಜನಿಕರಿಗೆ ನೀಡಲಾಗುವುದು. — [709, 1493, 934, 1692]
pointing-hand-icon: ☞ — [54, 104, 78, 127]
divider — [273, 1378, 934, 1380]
ad-line: ಸಂಪರ್ಕಿಸಿ: — [1341, 110, 1400, 129]
district-item: ☞ ಗದಗ — [54, 78, 111, 100]
date: TUESDAY 20, MAY 2025 — [250, 291, 442, 308]
story2-body-col1: ಹಾವೇರಿ: ರಾಣೇಬೆನ್ನೂರ ತಾಲೂಕಿನಲ್ಲಿ ನೂತನವಾಗಿ ನಿರ್ಮಾಣವಾದ ಕೃಷಿ ಉತ್ಪನ್ನ ಮಾರುಕಟ್ಟೆಯ ರೈತ ಭವನವನ್ನು ಜಿಲ್ಲಾಧಿಕಾರಿ ಡಾ. ವಿಜಯಮಹಾಂತೇಶ ದಾನಮ್ಮನವರ ಭೇಟಿ ನೀಡಿ ಪರಿಶೀಲಿಸಿದರು. ರಾಷ್ಟ್ರೀಯ ಹೆದ್ದಾರಿ 48 ಕ್ಕೆ ಹೊಂದಿಕೊಂಡು ಹುಲಿಹಳ್ಳಿ-ಕೂಡಲಮನೆಯಲ್ಲಿ ಉಪ ಮಾರುಕಟ್ಟೆ ಪ್ರಾಂಗಣ ಅಭಿವೃದ್ಧಿ ಮಾಡಲಾಗಿದ್ದು, ಮುಖ್ಯ ಮಾರುಕಟ್ಟೆ ಪ್ರಾಂಗಣವು 220 ಎಕರೆ ಪ್ರದೇಶದಲ್ಲಿ ಅಭಿವೃದ್ಧಿಯಾಗಿದೆ. ಮಾರುಕಟ್ಟೆ ಪ್ರಾಂಗಣವು 518 ಸಂಖ್ಯೆ ನಿವೇಶನಗಳನ್ನು ಹೊಂದಿದ್ದು ಅಗತ್ಯ ಎಲ್ಲ ಮೂಲಭೂತ ಸೌಕರ್ಯಗಳನ್ನು ಕಲ್ಪಿಸಲಾಗಿದೆ. ಮಾ ಮಾರುಕಟ್ಟೆಯು ಸುಸಜ್ಜಿತವಾದ ಆಡಳಿತ ಕಚೇರಿ, ವ್ಯವಸ್ಥಿತವಾದ ಟೆಂಡರ್ ಹಾಲ್ ರೈತ ಭವನ, ಅತಿಥಿ ಗೃಹ, ಸುಸಜ್ಜಿತವಾದ ಟ್ರಕ್ ಟರ್ಮಿನಲ್, ಕ್ಯಾಂಟೀನ್, ಶೌಚಾಲಯಗಳು, ಓವರ್ — [951, 629, 1219, 812]
story4-body-col2: ಸಂಚಾರಿ ಆರೋಗ್ಯ ಘಟಕಗಳನ್ನು ಸಜ್ಜುಗೊಳಿಸಲಾಗಿದೆ. ಕಾರ್ಮಿಕ ಇಲಾಖೆ ಮತ್ತು ಕಟ್ಟಡ ನಿರ್ಮಾಣ ಕಾರ್ಮಿಕರ ಕಲ್ಯಾಣ ಮಂಡಳಿ ಸಹಯೋಗದಲ್ಲಿ ರೂಪುಗೊಂಡಿರುವ ಈ ಘಟಕಗಳಲ್ಲಿ ವಿವಿಧ ತಪಾಸಣೆಗಳು, ಚಿಕಿತ್ಸೆ, ಆರೋಗ್ಯ ಸೌಲಭ್ಯ ವ್ಯವಸ್ಥೆಯಿದೆ. ಜಿಲ್ಲೆಯ ಪ್ರತಿ ಹೋಬಳಿಗಳಿಗೆ ದೊರೆಯುವ ಎಲ್ಲಾ ಸೌಲಭ್ಯಗಳು ಈ ಸಂಚಾರಿ ಆರೋಗ್ಯ ಘಟಕದಲ್ಲಿ ದೊರೆಯಲಿವೆ. ಜಿಲ್ಲೆಯಲ್ಲಿ ಕಾರ್ಡ್ ಹೊಂದಿರುವ ಜಿಲ್ಲೆಯ 1.2 ಲಕ್ಷ ಕಾರ್ಮಿಕರು ಹಾಗೂ ಅವರ ಕುಟುಂಬದವರು ಸೇರಿ ಒಟ್ಟು 4 — [491, 1145, 699, 1293]
bike-rally-illustration — [953, 1014, 1497, 1270]
story6-headline-1: ಕಾಲಮಿತಿಯಲ್ಲಿ ಗುಣಮಟ್ಟದ, ತ್ವರಿತ ಕಾಮಗಾರಿ, — [273, 1390, 746, 1425]
